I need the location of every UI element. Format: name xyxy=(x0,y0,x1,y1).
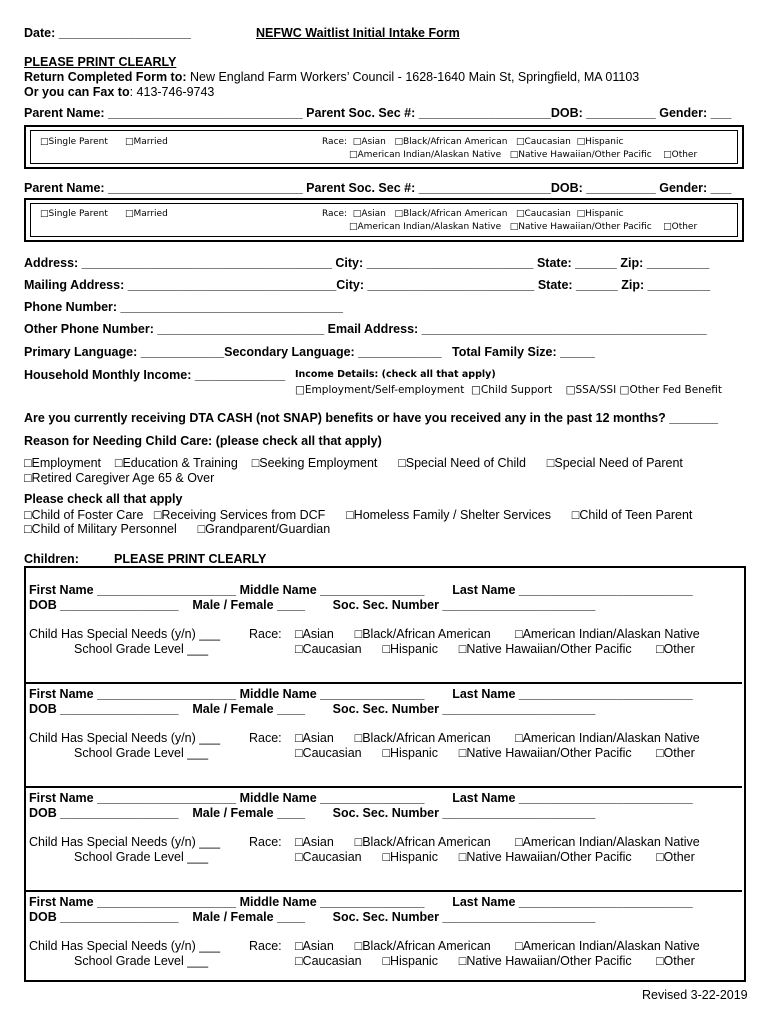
child-3-special-needs[interactable]: Child Has Special Needs (y/n) ___ xyxy=(29,835,221,849)
child-1-special-needs[interactable]: Child Has Special Needs (y/n) ___ xyxy=(29,627,221,641)
child-divider-1 xyxy=(26,682,742,684)
check-options-row-1[interactable]: □Child of Foster Care □Receiving Services from DCF □Homeless Family / Shelter Services □Child of Teen Parent xyxy=(24,508,693,522)
child-2-dob-line[interactable]: DOB _________________ Male / Female ____ Soc. Sec. Number ______________________ xyxy=(29,702,596,716)
other-phone-email-line[interactable]: Other Phone Number: ________________________ Email Address: _________________________________________ xyxy=(24,322,707,336)
child-4-race-row-1[interactable]: □Asian □Black/African American □American Indian/Alaskan Native xyxy=(295,939,700,953)
language-line[interactable]: Primary Language: ____________Secondary Language: ____________ Total Family Size: _____ xyxy=(24,345,595,359)
check-all-title: Please check all that apply xyxy=(24,492,183,506)
parent-1-race-row-2[interactable]: □American Indian/Alaskan Native □Native Hawaiian/Other Pacific □Other xyxy=(349,150,698,160)
parent-1-box xyxy=(24,125,744,169)
child-3-race-row-2[interactable]: □Caucasian □Hispanic □Native Hawaiian/Other Pacific □Other xyxy=(295,850,695,864)
parent-1-line[interactable]: Parent Name: ____________________________ Parent Soc. Sec #: ___________________DOB: __________ Gender: ___ xyxy=(24,106,732,120)
parent-1-race-row-1[interactable]: Race: □Asian □Black/African American □Caucasian □Hispanic xyxy=(322,137,624,147)
return-address-line xyxy=(24,70,639,84)
child-2-race-row-1[interactable]: □Asian □Black/African American □American Indian/Alaskan Native xyxy=(295,731,700,745)
child-4-dob-line[interactable]: DOB _________________ Male / Female ____ Soc. Sec. Number ______________________ xyxy=(29,910,596,924)
print-clearly-heading: PLEASE PRINT CLEARLY xyxy=(24,55,177,69)
child-1-grade-level[interactable]: School Grade Level ___ xyxy=(74,642,209,656)
phone-number-line[interactable]: Phone Number: ________________________________ xyxy=(24,300,343,314)
parent-2-single-checkbox[interactable]: □Single Parent xyxy=(40,209,108,219)
revised-date: Revised 3-22-2019 xyxy=(642,988,748,1002)
parent-1-married-checkbox[interactable]: □Married xyxy=(125,137,168,147)
child-3-grade-level[interactable]: School Grade Level ___ xyxy=(74,850,209,864)
child-3-race-label: Race: xyxy=(249,835,282,849)
reason-options-row-1[interactable]: □Employment □Education & Training □Seeking Employment □Special Need of Child □Special Need of Parent xyxy=(24,456,683,470)
reason-options-row-2[interactable]: □Retired Caregiver Age 65 & Over xyxy=(24,471,215,485)
household-income-line[interactable]: Household Monthly Income: _____________ xyxy=(24,368,286,382)
child-2-race-label: Race: xyxy=(249,731,282,745)
fax-number: : 413-746-9743 xyxy=(129,85,215,99)
child-divider-3 xyxy=(26,890,742,892)
child-2-grade-level[interactable]: School Grade Level ___ xyxy=(74,746,209,760)
income-options[interactable]: □Employment/Self-employment □Child Support □SSA/SSI □Other Fed Benefit xyxy=(295,384,723,396)
child-3-race-row-1[interactable]: □Asian □Black/African American □American Indian/Alaskan Native xyxy=(295,835,700,849)
child-divider-2 xyxy=(26,786,742,788)
return-label: Return Completed Form to: xyxy=(24,70,190,84)
parent-2-race-row-1[interactable]: Race: □Asian □Black/African American □Caucasian □Hispanic xyxy=(322,209,624,219)
child-4-grade-level[interactable]: School Grade Level ___ xyxy=(74,954,209,968)
parent-2-box xyxy=(24,198,744,242)
parent-2-line[interactable]: Parent Name: ____________________________ Parent Soc. Sec #: ___________________DOB: __________ Gender: ___ xyxy=(24,181,732,195)
parent-2-race-row-2[interactable]: □American Indian/Alaskan Native □Native Hawaiian/Other Pacific □Other xyxy=(349,222,698,232)
return-address: New England Farm Workers’ Council - 1628-1640 Main St, Springfield, MA 01103 xyxy=(189,70,640,84)
child-2-name-line[interactable]: First Name ____________________ Middle Name _______________ Last Name _________________________ xyxy=(29,687,693,701)
child-3-dob-line[interactable]: DOB _________________ Male / Female ____ Soc. Sec. Number ______________________ xyxy=(29,806,596,820)
fax-label: Or you can Fax to xyxy=(24,85,130,99)
parent-1-single-checkbox[interactable]: □Single Parent xyxy=(40,137,108,147)
child-4-race-row-2[interactable]: □Caucasian □Hispanic □Native Hawaiian/Other Pacific □Other xyxy=(295,954,695,968)
reason-title: Reason for Needing Child Care: (please check all that apply) xyxy=(24,434,382,448)
child-1-dob-line[interactable]: DOB _________________ Male / Female ____ Soc. Sec. Number ______________________ xyxy=(29,598,596,612)
child-2-race-row-2[interactable]: □Caucasian □Hispanic □Native Hawaiian/Other Pacific □Other xyxy=(295,746,695,760)
mailing-address-line[interactable]: Mailing Address: ______________________________City: ________________________ State: ______ Zip: _________ xyxy=(24,278,711,292)
child-2-special-needs[interactable]: Child Has Special Needs (y/n) ___ xyxy=(29,731,221,745)
date-label: Date: ___________________ xyxy=(24,26,191,40)
child-1-race-label: Race: xyxy=(249,627,282,641)
child-4-name-line[interactable]: First Name ____________________ Middle Name _______________ Last Name _________________________ xyxy=(29,895,693,909)
child-1-name-line[interactable]: First Name ____________________ Middle Name _______________ Last Name _________________________ xyxy=(29,583,693,597)
child-3-name-line[interactable]: First Name ____________________ Middle Name _______________ Last Name _________________________ xyxy=(29,791,693,805)
check-options-row-2[interactable]: □Child of Military Personnel □Grandparent/Guardian xyxy=(24,522,331,536)
children-print-clearly: PLEASE PRINT CLEARLY xyxy=(114,552,267,566)
address-line[interactable]: Address: ____________________________________ City: ________________________ State: ______ Zip: _________ xyxy=(24,256,710,270)
fax-line xyxy=(24,85,214,99)
form-title: NEFWC Waitlist Initial Intake Form xyxy=(256,26,460,40)
child-1-race-row-1[interactable]: □Asian □Black/African American □American Indian/Alaskan Native xyxy=(295,627,700,641)
parent-2-married-checkbox[interactable]: □Married xyxy=(125,209,168,219)
dta-question[interactable]: Are you currently receiving DTA CASH (not SNAP) benefits or have you received any in the past 12 months? _______ xyxy=(24,411,718,425)
income-details-label: Income Details: (check all that apply) xyxy=(295,369,496,380)
children-label: Children: xyxy=(24,552,79,566)
child-1-race-row-2[interactable]: □Caucasian □Hispanic □Native Hawaiian/Other Pacific □Other xyxy=(295,642,695,656)
child-4-special-needs[interactable]: Child Has Special Needs (y/n) ___ xyxy=(29,939,221,953)
child-4-race-label: Race: xyxy=(249,939,282,953)
